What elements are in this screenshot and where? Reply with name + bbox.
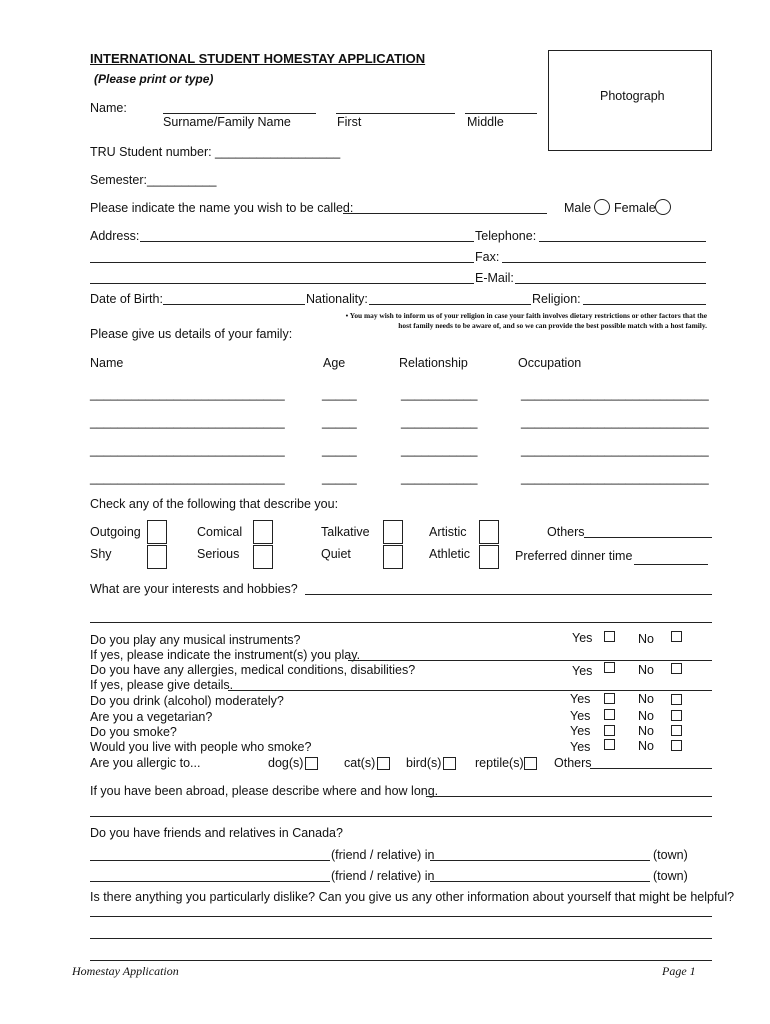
allergic-cats-checkbox[interactable] [377, 757, 390, 770]
canada-question: Do you have friends and relatives in Canada? [90, 826, 343, 840]
q-music-yes-checkbox[interactable] [604, 631, 615, 642]
trait-artistic-label: Artistic [429, 525, 467, 539]
student-number-field[interactable]: TRU Student number: __________________ [90, 145, 341, 159]
q-veg-no-label: No [638, 709, 654, 723]
family-header-name: Name [90, 356, 124, 370]
allergic-dogs-checkbox[interactable] [305, 757, 318, 770]
allergic-reptiles-checkbox[interactable] [524, 757, 537, 770]
allergic-others-field[interactable] [590, 768, 712, 769]
photo-box[interactable] [548, 50, 712, 151]
trait-outgoing-checkbox[interactable] [147, 520, 167, 544]
family-name-field[interactable]: ____________________________ [90, 387, 285, 401]
family-occ-field[interactable]: ___________________________ [521, 471, 709, 485]
q-drink-no-checkbox[interactable] [671, 694, 682, 705]
dinner-time-field[interactable] [634, 564, 708, 565]
allergic-reptiles-label: reptile(s) [475, 756, 524, 770]
q-drink-no-label: No [638, 692, 654, 706]
trait-shy-label: Shy [90, 547, 112, 561]
nationality-label: Nationality: [306, 292, 368, 306]
dislike-field-3[interactable] [90, 960, 712, 961]
family-header-occupation: Occupation [518, 356, 582, 370]
form-subtitle: (Please print or type) [94, 72, 214, 86]
allergic-cats-label: cat(s) [344, 756, 376, 770]
q-allergic: Are you allergic to... [90, 756, 201, 770]
q-music-detail: If yes, please indicate the instrument(s) you play. [90, 648, 361, 662]
canada-town-field-2[interactable] [430, 881, 650, 882]
q-drink-yes-label: Yes [570, 692, 591, 706]
family-rel-field[interactable]: ___________ [401, 443, 478, 457]
trait-others-label: Others [547, 525, 585, 539]
family-rel-field[interactable]: ___________ [401, 387, 478, 401]
q-music: Do you play any musical instruments? [90, 633, 301, 647]
first-name-field[interactable] [336, 113, 455, 114]
address-field-3[interactable] [90, 283, 474, 284]
address-field-2[interactable] [90, 262, 474, 263]
interests-question: What are your interests and hobbies? [90, 582, 298, 596]
interests-field-1[interactable] [305, 594, 712, 595]
trait-outgoing-label: Outgoing [90, 525, 141, 539]
family-age-field[interactable]: _____ [322, 443, 357, 457]
family-occ-field[interactable]: ___________________________ [521, 443, 709, 457]
trait-quiet-checkbox[interactable] [383, 545, 403, 569]
middle-label: Middle [467, 115, 504, 129]
family-occ-field[interactable]: ___________________________ [521, 415, 709, 429]
family-rel-field[interactable]: ___________ [401, 471, 478, 485]
q-allergies-yes-label: Yes [572, 664, 593, 678]
q-smokers-yes-label: Yes [570, 740, 591, 754]
q-veg-yes-label: Yes [570, 709, 591, 723]
trait-talkative-checkbox[interactable] [383, 520, 403, 544]
q-smoke: Do you smoke? [90, 725, 177, 739]
trait-others-field[interactable] [584, 537, 712, 538]
called-name-label: Please indicate the name you wish to be called: [90, 201, 354, 215]
dislike-field-1[interactable] [90, 916, 712, 917]
dislike-question: Is there anything you particularly dislike? Can you give us any other information about yourself that might be helpful? [90, 890, 735, 904]
q-drink: Do you drink (alcohol) moderately? [90, 694, 284, 708]
q-smokers-no-label: No [638, 739, 654, 753]
q-drink-yes-checkbox[interactable] [604, 693, 615, 704]
abroad-field-1[interactable] [426, 796, 712, 797]
q-smoke-no-label: No [638, 724, 654, 738]
trait-serious-checkbox[interactable] [253, 545, 273, 569]
family-name-field[interactable]: ____________________________ [90, 415, 285, 429]
q-veg-no-checkbox[interactable] [671, 710, 682, 721]
q-allergies-no-label: No [638, 663, 654, 677]
dinner-time-label: Preferred dinner time [515, 549, 633, 563]
footer-left: Homestay Application [72, 964, 179, 978]
canada-town-field-1[interactable] [430, 860, 650, 861]
name-label: Name: [90, 101, 127, 115]
trait-talkative-label: Talkative [321, 525, 370, 539]
surname-label: Surname/Family Name [163, 115, 291, 129]
email-field[interactable] [515, 283, 706, 284]
allergic-dogs-label: dog(s) [268, 756, 304, 770]
abroad-question: If you have been abroad, please describe where and how long. [90, 784, 439, 798]
family-intro: Please give us details of your family: [90, 327, 293, 341]
religion-label: Religion: [532, 292, 581, 306]
nationality-field[interactable] [369, 304, 531, 305]
q-veg-yes-checkbox[interactable] [604, 709, 615, 720]
interests-field-2[interactable] [90, 622, 712, 623]
telephone-label: Telephone: [475, 229, 537, 243]
religion-note-2: host family needs to be aware of, and so we can provide the best possible match with a host family. [398, 321, 707, 330]
family-age-field[interactable]: _____ [322, 471, 357, 485]
allergic-birds-label: bird(s) [406, 756, 442, 770]
dob-label: Date of Birth: [90, 292, 163, 306]
family-header-relationship: Relationship [399, 356, 468, 370]
abroad-field-2[interactable] [90, 816, 712, 817]
q-music-no-checkbox[interactable] [671, 631, 682, 642]
fax-label: Fax: [475, 250, 500, 264]
q-music-yes-label: Yes [572, 631, 593, 645]
allergic-birds-checkbox[interactable] [443, 757, 456, 770]
photo-label: Photograph [600, 89, 665, 103]
family-header-age: Age [323, 356, 346, 370]
family-rel-field[interactable]: ___________ [401, 415, 478, 429]
family-age-field[interactable]: _____ [322, 387, 357, 401]
q-allergies-detail: If yes, please give details. [90, 678, 234, 692]
religion-field[interactable] [583, 304, 706, 305]
q-allergies-yes-checkbox[interactable] [604, 662, 615, 673]
family-occ-field[interactable]: ___________________________ [521, 387, 709, 401]
address-label: Address: [90, 229, 140, 243]
middle-name-field[interactable] [465, 113, 537, 114]
q-smokers-no-checkbox[interactable] [671, 740, 682, 751]
dob-field[interactable] [163, 304, 305, 305]
q-smoke-yes-label: Yes [570, 724, 591, 738]
trait-athletic-label: Athletic [429, 547, 470, 561]
q-music-no-label: No [638, 632, 654, 646]
canada-rel-label-1: (friend / relative) in [331, 848, 435, 862]
allergic-others-label: Others [554, 756, 592, 770]
trait-artistic-checkbox[interactable] [479, 520, 499, 544]
semester-field[interactable]: Semester:__________ [90, 173, 217, 187]
canada-town-label-2: (town) [653, 869, 688, 883]
surname-field[interactable] [163, 113, 316, 114]
first-label: First [337, 115, 362, 129]
q-music-detail-field[interactable] [348, 660, 712, 661]
form-title: INTERNATIONAL STUDENT HOMESTAY APPLICATION [90, 51, 426, 66]
canada-person-field-1[interactable] [90, 860, 330, 861]
footer-page: Page 1 [662, 964, 696, 978]
female-radio[interactable] [655, 199, 671, 215]
canada-person-field-2[interactable] [90, 881, 330, 882]
male-label: Male [564, 201, 592, 215]
canada-town-label-1: (town) [653, 848, 688, 862]
q-veg: Are you a vegetarian? [90, 710, 213, 724]
trait-athletic-checkbox[interactable] [479, 545, 499, 569]
q-allergies-no-checkbox[interactable] [671, 663, 682, 674]
trait-quiet-label: Quiet [321, 547, 351, 561]
family-name-field[interactable]: ____________________________ [90, 471, 285, 485]
dislike-field-2[interactable] [90, 938, 712, 939]
canada-rel-label-2: (friend / relative) in [331, 869, 435, 883]
traits-intro: Check any of the following that describe you: [90, 497, 339, 511]
trait-comical-label: Comical [197, 525, 243, 539]
family-name-field[interactable]: ____________________________ [90, 443, 285, 457]
religion-note-1: • You may wish to inform us of your religion in case your faith involves dietary restrictions or other factors that the [345, 311, 707, 320]
q-smokers: Would you live with people who smoke? [90, 740, 312, 754]
female-label: Female [614, 201, 656, 215]
q-allergies: Do you have any allergies, medical conditions, disabilities? [90, 663, 416, 677]
q-smokers-yes-checkbox[interactable] [604, 739, 615, 750]
q-smoke-no-checkbox[interactable] [671, 725, 682, 736]
trait-shy-checkbox[interactable] [147, 545, 167, 569]
family-age-field[interactable]: _____ [322, 415, 357, 429]
address-field-1[interactable] [140, 241, 474, 242]
called-name-field[interactable] [343, 213, 547, 214]
fax-field[interactable] [502, 262, 706, 263]
trait-serious-label: Serious [197, 547, 240, 561]
male-radio[interactable] [594, 199, 610, 215]
telephone-field[interactable] [539, 241, 706, 242]
q-smoke-yes-checkbox[interactable] [604, 725, 615, 736]
q-allergies-detail-field[interactable] [228, 690, 712, 691]
trait-comical-checkbox[interactable] [253, 520, 273, 544]
email-label: E-Mail: [475, 271, 514, 285]
